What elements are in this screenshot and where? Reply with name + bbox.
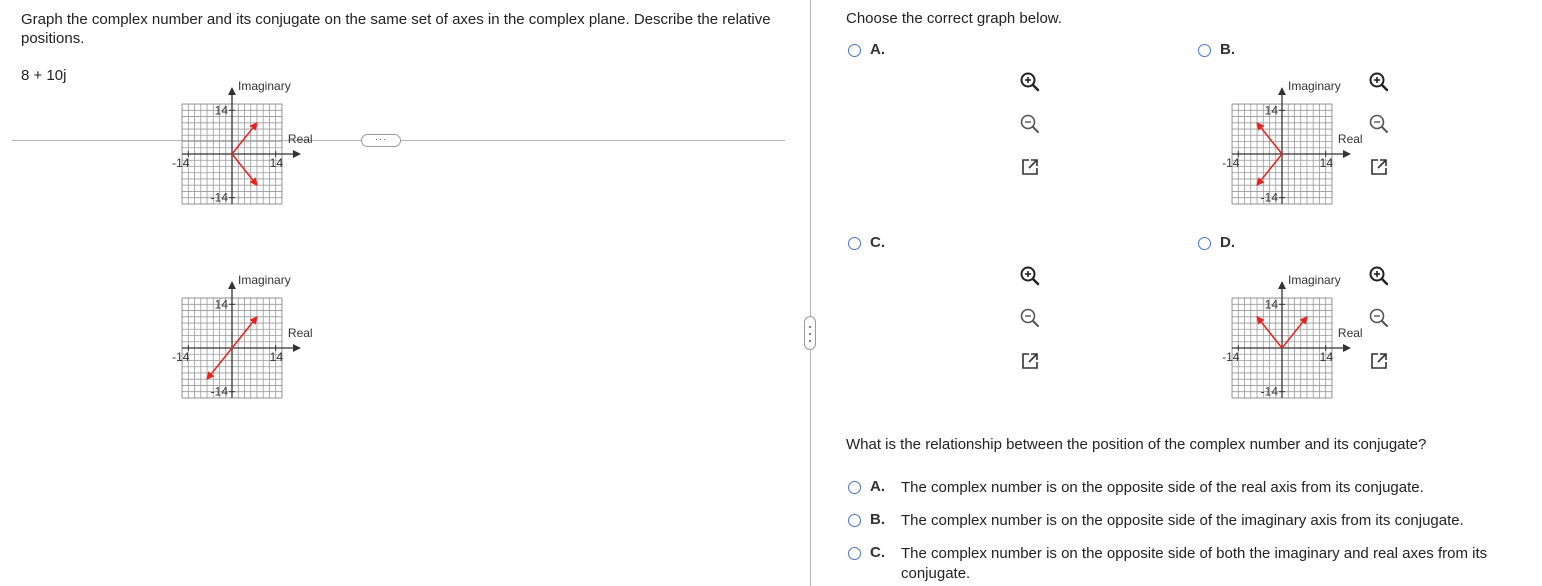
tick-label-x-neg: -14 xyxy=(172,156,190,170)
graph-c-zoom-out-button[interactable] xyxy=(1019,307,1041,329)
tick-label-y-neg: -14 xyxy=(1260,384,1278,399)
graph-a-zoom-out-button[interactable] xyxy=(1019,113,1041,135)
relationship-option-b-letter: B. xyxy=(870,511,885,528)
complex-plane-graph xyxy=(1218,260,1468,420)
expand-icon xyxy=(1019,350,1041,372)
zoom-in-icon xyxy=(1019,265,1041,287)
graph-option-a xyxy=(168,66,418,226)
zoom-in-icon xyxy=(1368,71,1390,93)
imaginary-axis-label: Imaginary xyxy=(1288,273,1341,288)
real-axis-label: Real xyxy=(287,132,313,146)
pane-divider xyxy=(810,0,811,586)
graph-a-zoom-in-button[interactable] xyxy=(1019,71,1041,93)
more-button[interactable]: ··· xyxy=(361,134,401,147)
graph-b-zoom-out-button[interactable] xyxy=(1368,113,1390,135)
graph-option-d-radio[interactable] xyxy=(1198,237,1211,250)
expand-icon xyxy=(1019,156,1041,178)
graph-d-zoom-out-button[interactable] xyxy=(1368,307,1390,329)
zoom-in-icon xyxy=(1368,265,1390,287)
relationship-option-b-radio[interactable] xyxy=(848,514,861,527)
tick-label-x-neg: -14 xyxy=(172,350,190,364)
tick-label-x-neg: -14 xyxy=(1222,350,1240,364)
imaginary-axis-label: Imaginary xyxy=(238,79,291,94)
real-axis-label: Real xyxy=(1337,132,1363,146)
complex-expression: 8 + 10j xyxy=(21,67,67,84)
graph-option-d xyxy=(1218,260,1468,420)
complex-plane-graph xyxy=(168,260,418,420)
complex-plane-graph xyxy=(168,66,418,226)
graph-option-a-radio[interactable] xyxy=(848,44,861,57)
graph-option-c-radio[interactable] xyxy=(848,237,861,250)
relationship-option-c-text: The complex number is on the opposite side of both the imaginary and real axes from its conjugate. xyxy=(901,545,1488,582)
graph-option-b-letter: B. xyxy=(1220,41,1235,58)
graph-option-b-radio[interactable] xyxy=(1198,44,1211,57)
zoom-out-icon xyxy=(1368,307,1390,329)
tick-label-y-pos: 14 xyxy=(1264,103,1278,118)
zoom-out-icon xyxy=(1019,113,1041,135)
graph-d-zoom-in-button[interactable] xyxy=(1368,265,1390,287)
relationship-option-c-letter: C. xyxy=(870,544,885,561)
tick-label-x-pos: 14 xyxy=(1319,350,1334,364)
tick-label-y-neg: -14 xyxy=(210,190,228,205)
expand-icon xyxy=(1368,350,1390,372)
graph-question-title: Choose the correct graph below. xyxy=(846,10,1062,27)
graph-c-expand-button[interactable] xyxy=(1019,350,1041,372)
zoom-out-icon xyxy=(1019,307,1041,329)
tick-label-y-neg: -14 xyxy=(1260,190,1278,205)
relationship-option-a-radio[interactable] xyxy=(848,481,861,494)
expand-icon xyxy=(1368,156,1390,178)
graph-b-zoom-in-button[interactable] xyxy=(1368,71,1390,93)
complex-plane-graph xyxy=(1218,66,1468,226)
graph-option-a-letter: A. xyxy=(870,41,885,58)
real-axis-label: Real xyxy=(1337,326,1363,340)
tick-label-y-pos: 14 xyxy=(214,297,228,312)
graph-option-b xyxy=(1218,66,1468,226)
tick-label-y-pos: 14 xyxy=(214,103,228,118)
problem-prompt: Graph the complex number and its conjugate on the same set of axes in the complex plane. Describe the relative positions. xyxy=(21,11,771,47)
zoom-in-icon xyxy=(1019,71,1041,93)
relationship-question-title: What is the relationship between the position of the complex number and its conjugate? xyxy=(846,436,1427,453)
tick-label-y-pos: 14 xyxy=(1264,297,1278,312)
graph-b-expand-button[interactable] xyxy=(1368,156,1390,178)
relationship-option-c-radio[interactable] xyxy=(848,547,861,560)
relationship-option-a-text: The complex number is on the opposite side of the real axis from its conjugate. xyxy=(901,479,1424,496)
imaginary-axis-label: Imaginary xyxy=(238,273,291,288)
tick-label-y-neg: -14 xyxy=(210,384,228,399)
tick-label-x-pos: 14 xyxy=(269,156,284,170)
graph-a-expand-button[interactable] xyxy=(1019,156,1041,178)
relationship-option-b-text: The complex number is on the opposite side of the imaginary axis from its conjugate. xyxy=(901,512,1464,529)
graph-option-d-letter: D. xyxy=(1220,234,1235,251)
graph-option-c xyxy=(168,260,418,420)
zoom-out-icon xyxy=(1368,113,1390,135)
graph-option-c-letter: C. xyxy=(870,234,885,251)
graph-c-zoom-in-button[interactable] xyxy=(1019,265,1041,287)
tick-label-x-pos: 14 xyxy=(269,350,284,364)
imaginary-axis-label: Imaginary xyxy=(1288,79,1341,94)
relationship-option-a-letter: A. xyxy=(870,478,885,495)
graph-d-expand-button[interactable] xyxy=(1368,350,1390,372)
tick-label-x-neg: -14 xyxy=(1222,156,1240,170)
real-axis-label: Real xyxy=(287,326,313,340)
tick-label-x-pos: 14 xyxy=(1319,156,1334,170)
pane-resize-handle[interactable] xyxy=(804,316,816,350)
